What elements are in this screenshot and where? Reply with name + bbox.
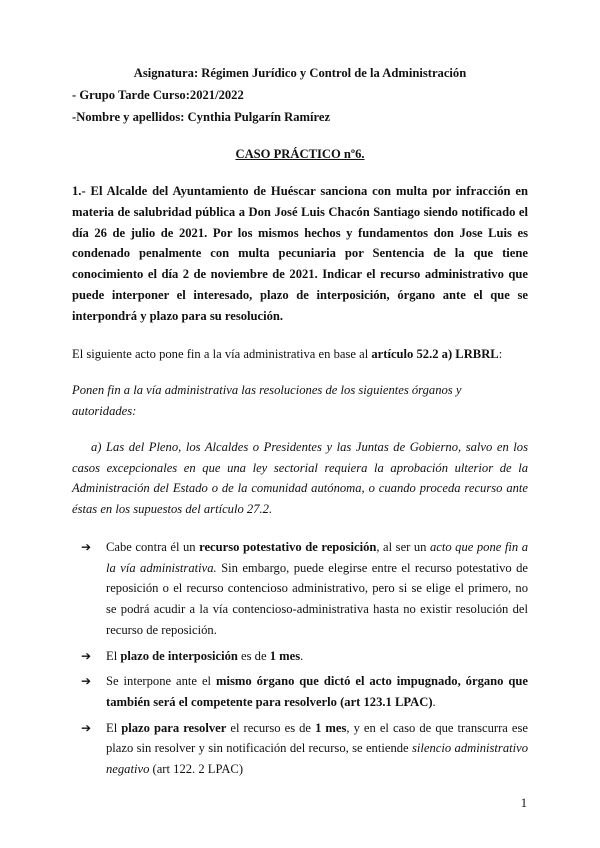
arrow-icon: ➔ xyxy=(81,674,92,689)
bullet-4-text-c: , y en el caso de que transcurra ese plazo sin resolver y sin notificación del recurso, se entiende xyxy=(106,720,529,756)
bullet-3-bold: mismo órgano que dictó el acto impugnado, órgano que también será el competente para resolverlo (art 123.1 LPAC) xyxy=(106,674,528,709)
bullet-1-text-a: Cabe contra él un xyxy=(106,540,200,555)
arrow-icon: ➔ xyxy=(81,720,92,735)
arrow-icon: ➔ xyxy=(81,648,92,663)
page-number: 1 xyxy=(520,796,527,810)
answer-list xyxy=(72,537,528,780)
bullet-2-bold-a: plazo de interposición xyxy=(120,648,238,663)
case-title: CASO PRÁCTICO nº6. xyxy=(235,147,365,161)
subject-title: Asignatura: Régimen Jurídico y Control de la Administración xyxy=(133,66,467,80)
student-name-line: -Nombre y apellidos: Cynthia Pulgarín Ramírez xyxy=(72,110,331,124)
bullet-1-text-c: Sin embargo, puede elegirse entre el recurso potestativo de reposición o el recurso contencioso administrativo, pero si se elige el primero, no se podrá acudir a la vía contencioso-administrativa hasta no existir resolución del recurso de reposición. xyxy=(106,560,528,637)
bullet-4-bold-b: 1 mes xyxy=(315,720,347,735)
quoted-law-paragraph: a) Las del Pleno, los Alcaldes o Presidentes y las Juntas de Gobierno, salvo en los casos excepcionales en que una ley sectorial requiera la aprobación ulterior de la Administración del Estado o de la comunidad autónoma, o cuando proceda recurso ante éstas en los supuestos del artículo 27.2. xyxy=(72,440,528,516)
bullet-1-italic: acto que pone fin a la vía administrativa. xyxy=(106,540,528,575)
bullet-2-text-a: El xyxy=(106,648,121,663)
bullet-4-bold-a: plazo para resolver xyxy=(121,720,227,735)
bullet-4-text-d: (art 122. 2 LPAC) xyxy=(149,762,244,777)
bullet-3-text-a: Se interpone ante el xyxy=(106,674,216,689)
question-paragraph: 1.- El Alcalde del Ayuntamiento de Huéscar sanciona con multa por infracción en materia de salubridad pública a Don José Luis Chacón Santiago siendo notificado el día 26 de julio de 2021. Por los mismos hechos y fundamentos don Jose Luis es condenado penalmente con multa pecuniaria por Sentencia de la que tiene conocimiento el día 2 de noviembre de 2021. Indicar el recurso administrativo que puede interponer el interesado, plazo de interposición, órgano ante el que se interpondrá y plazo para su resolución. xyxy=(72,184,528,323)
list-item xyxy=(72,671,528,712)
bullet-1-bold: recurso potestativo de reposición xyxy=(199,540,377,555)
intro-paragraph xyxy=(72,344,528,365)
list-item xyxy=(72,646,528,667)
bullet-1-text-b: , al ser un xyxy=(376,540,430,555)
bullet-2-text-b: es de xyxy=(237,648,270,663)
list-item xyxy=(72,537,528,641)
bullet-4-text-b: el recurso es de xyxy=(226,720,316,735)
document-page xyxy=(72,66,528,785)
list-item xyxy=(72,718,528,780)
bullet-4-italic: silencio administrativo negativo xyxy=(106,741,528,777)
arrow-icon: ➔ xyxy=(81,540,92,555)
bullet-2-text-c: . xyxy=(300,648,304,663)
intro-article: artículo 52.2 a) LRBRL xyxy=(371,346,499,361)
bullet-4-text-a: El xyxy=(106,720,122,735)
bullet-3-text-b: . xyxy=(432,695,436,709)
italic-lead-paragraph: Ponen fin a la vía administrativa las resoluciones de los siguientes órganos y autoridades: xyxy=(72,383,462,418)
group-line: - Grupo Tarde Curso:2021/2022 xyxy=(72,88,244,102)
intro-text: El siguiente acto pone fin a la vía administrativa en base al xyxy=(72,346,372,361)
bullet-2-bold-b: 1 mes xyxy=(269,648,301,663)
intro-colon: : xyxy=(498,346,503,361)
